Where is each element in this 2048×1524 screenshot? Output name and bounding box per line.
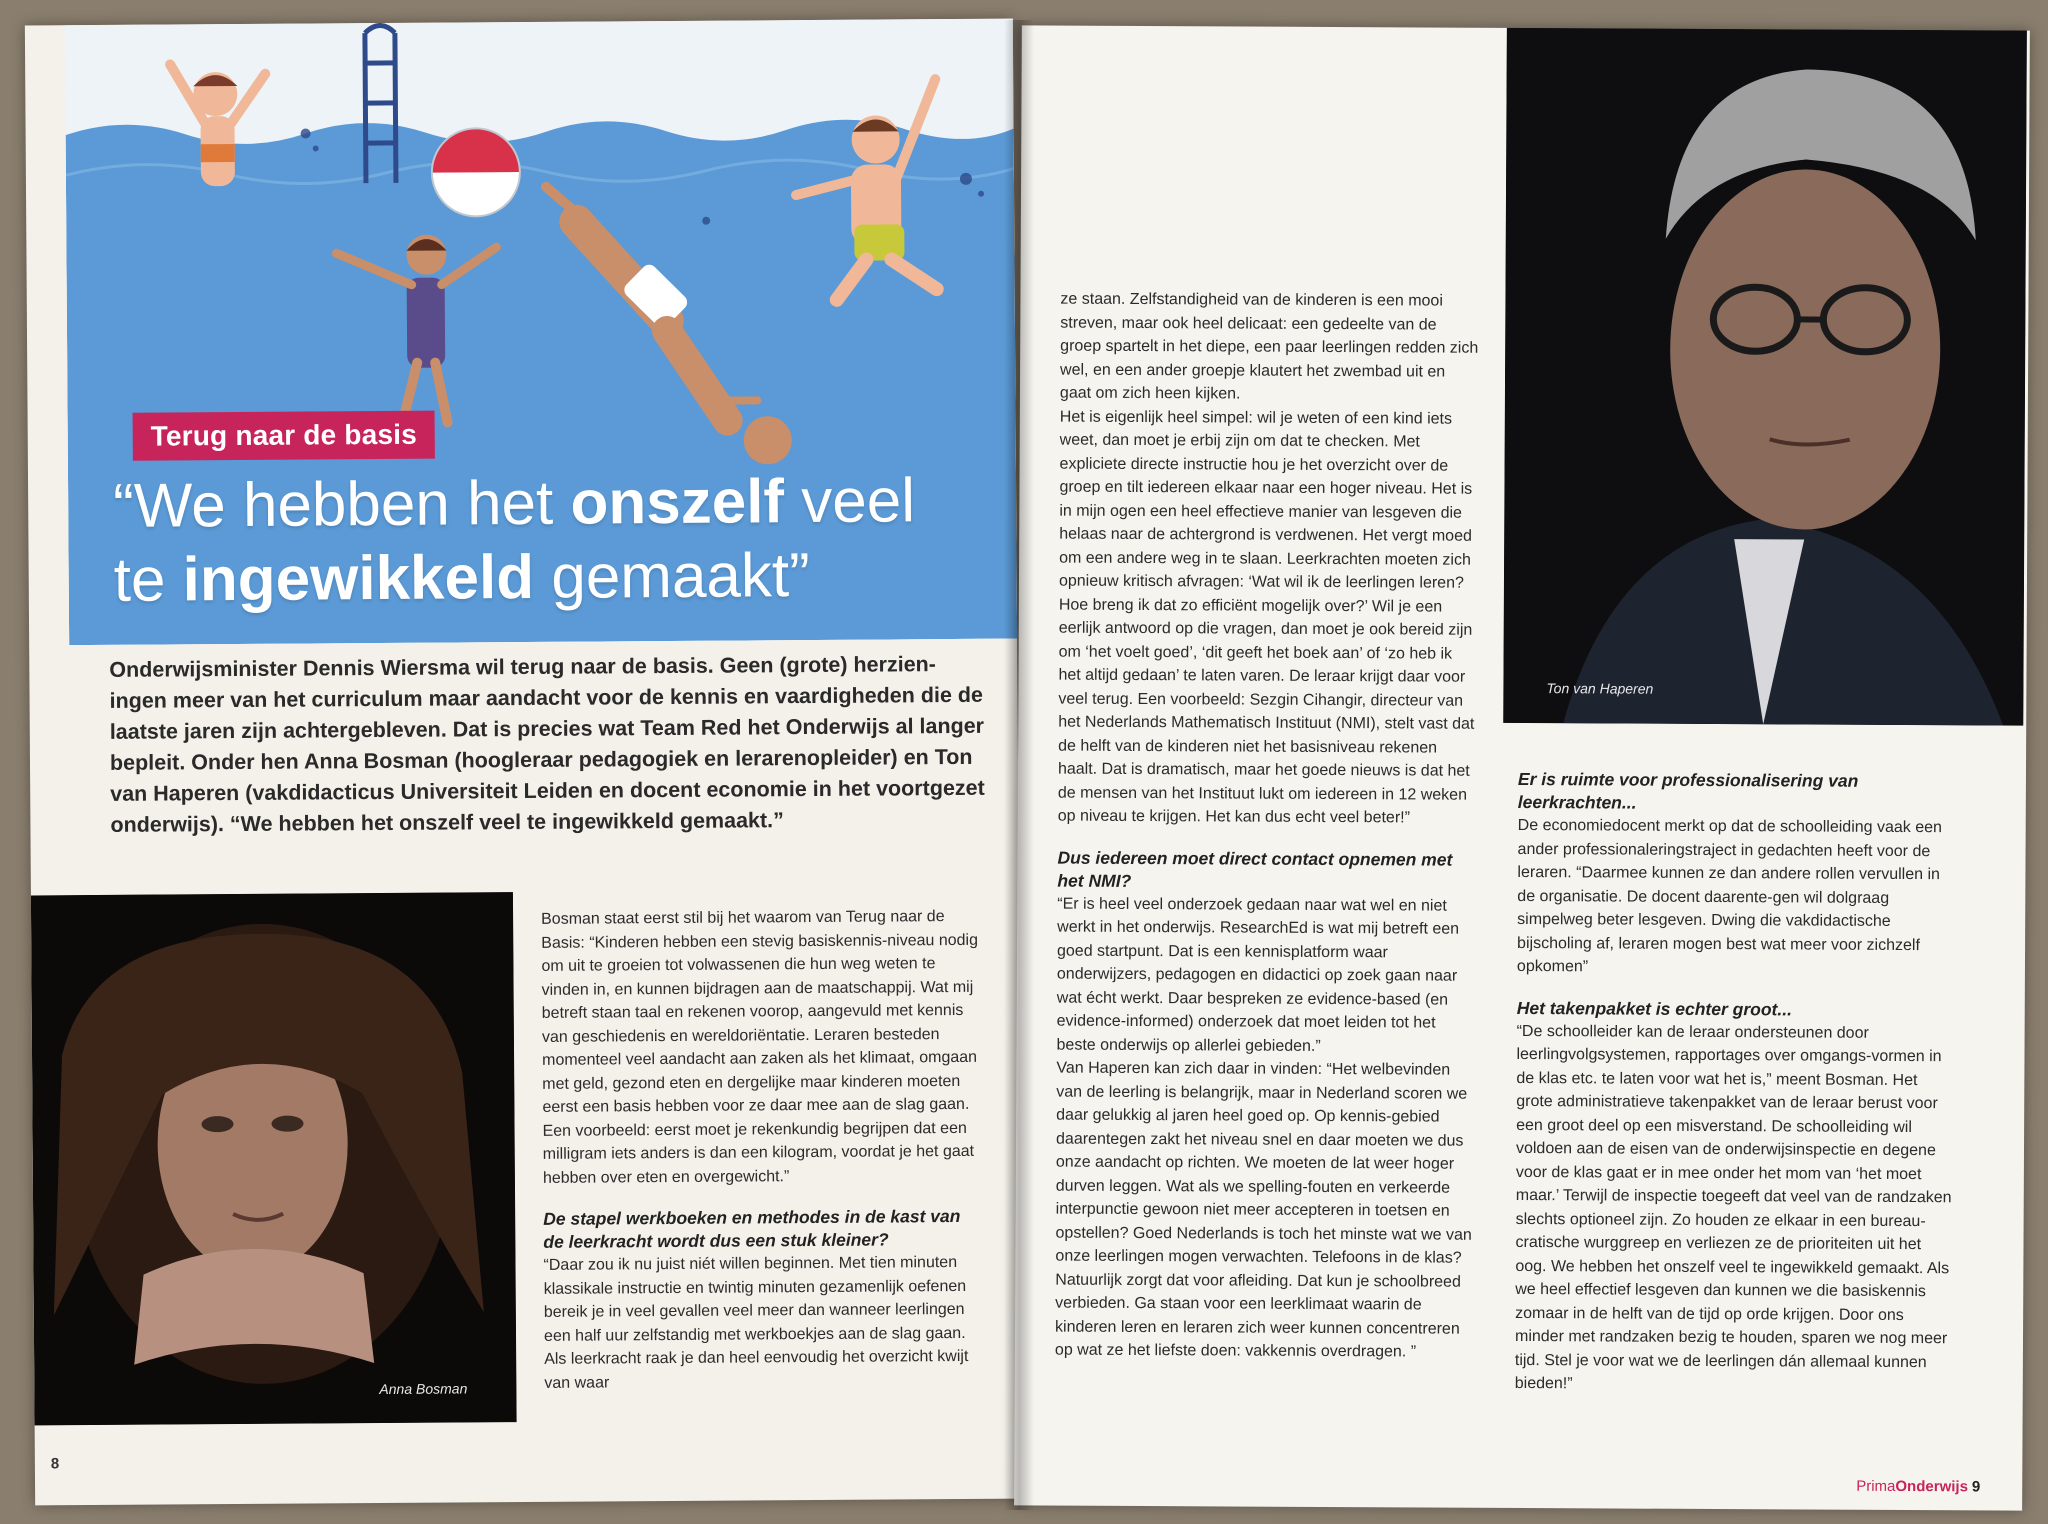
headline-bold1: onszelf [570, 467, 785, 538]
article-column-middle [1055, 288, 1481, 1365]
page-number: 8 [50, 1455, 60, 1473]
subheading: De stapel werkboeken en methodes in de kast van de leerkracht wordt dus een stuk kleiner? [543, 1205, 961, 1252]
paragraph: Het is eigenlijk heel simpel: wil je weten of een kind iets weet, dan moet je erbij zijn om dat te checken. Met expliciete directe instructie hou je het overzicht over de groep en tilt iedereen elkaar naar een hoger niveau. Het is in mijn ogen een heel effectieve manier van lesgeven die helaas naar de achtergrond is verdwenen. Het vergt moed om een andere weg in te slaan. Leerkrachten moeten zich opnieuw kritisch afvragen: ‘Wat wil ik de leerlingen leren? Hoe breng ik dat zo efficiënt mogelijk over?’ Wil je een eerlijk antwoord op die vragen, dan moet je ook bereid zijn om ‘het voelt goed’, ‘dit geeft het boek aan’ of ‘zo heb ik het altijd gedaan’ te laten varen. De leraar krijgt daar voor veel terug. Een voorbeeld: Sezgin Cihangir, directeur van het Nederlands Mathematisch Instituut (NMI), stelt vast dat de helft van de kinderen niet het basisniveau rekenen haalt. Dat is dramatisch, maar het goede nieuws is dat het de mensen van het Instituut lukt om iedereen in 12 weken op niveau te krijgen. Het kan dus echt veel beter!” [1057, 408, 1475, 827]
subheading: Er is ruimte voor professionalisering van leerkrachten... [1517, 768, 1859, 813]
beach-ball-icon [432, 128, 521, 217]
magazine-brand-onderwijs: Onderwijs [1895, 1477, 1968, 1496]
paragraph: “Daar zou ik nu juist niét willen beginnen. Met tien minuten klassikale instructie en twintig minuten gezamenlijk oefenen bereik je in veel gevallen veel meer dan wanneer leerlingen een half uur zelfstandig met werkboekjes aan de slag gaan. Als leerkracht raak je dan heel eenvoudig het overzicht kwijt van waar [543, 1253, 969, 1392]
right-page [1014, 25, 2030, 1510]
headline-part3: te [113, 545, 183, 615]
subheading: Dus iedereen moet direct contact opnemen met het NMI? [1057, 847, 1453, 891]
headline-part4: gemaakt” [533, 541, 811, 612]
magazine-brand-prima: Prima [1856, 1477, 1896, 1495]
paragraph: “De schoolleider kan de leraar ondersteunen door leerlingvolgsystemen, rapportages over omgangs-vormen in de klas etc. te laten voor wat het is,” meent Bosman. Het grote administratieve takenpakket van de leraar berust voor een groot deel op een misverstand. De schoolleiding wil voldoen aan de eisen van de onderwijsinspectie en degene voor de klas gaat er in mee onder het mom van ‘het moet maar.’ Terwijl de inspectie toegeeft dat veel van de randzaken slechts optioneel zijn. Zo houden ze elkaar in een bureau-cratische wurggreep en verliezen ze de prioriteiten uit het oog. We hebben het onszelf veel te ingewikkeld gemaakt. Als we heel effectief lesgeven dan kunnen we die basiskennis zomaar in de helft van de tijd op orde krijgen. Door ons minder met randzaken bezig te houden, sparen we nog meer tijd. Stel je voor wat we de leerlingen dán allemaal kunnen bieden!” [1514, 1022, 1952, 1393]
photo-caption-bosman: Anna Bosman [379, 1380, 468, 1398]
subheading: Het takenpakket is echter groot... [1516, 997, 1793, 1019]
photo-anna-bosman [31, 892, 517, 1425]
paragraph: ze staan. Zelfstandigheid van de kinderen is een mooi streven, maar ook heel delicaat: een gedeelte van de groep spartelt in het diepe, een paar leerlingen redden zich wel, en een ander groepje klautert het zwembad uit en gaat om zich heen kijken. [1059, 290, 1479, 403]
paragraph: “Er is heel veel onderzoek gedaan naar wat wel en niet werkt in het onderwijs. ResearchEd is wat mij betreft een goed startpunt. Dat is een kennisplatform waar onderwijzers, pedagogen en didactici op zoek gaan naar wat écht werkt. Daar bespreken ze evidence-based (en evidence-informed) onderzoek dat moet leiden tot het beste onderwijs op allerlei gebieden.” [1056, 895, 1460, 1055]
page-footer [1856, 1478, 1980, 1496]
article-lede: Onderwijsminister Dennis Wiersma wil terug naar de basis. Geen (grote) herzien-ingen meer van het curriculum maar aandacht voor de kennis en vaardigheden die de laatste jaren zijn achtergebleven. Dat is precies wat Team Red het Onderwijs al langer bepleit. Onder hen Anna Bosman (hoogleraar pedagogiek en lerarenopleider) en Ton van Haperen (vakdidacticus Universiteit Leiden en docent economie in het voortgezet onderwijs). “We hebben het onszelf veel te ingewikkeld gemaakt.” [109, 652, 985, 837]
paragraph: Van Haperen kan zich daar in vinden: “Het welbevinden van de leerling is belangrijk, maar in Nederland scoren we daar gelukkig al jaren heel goed op. Op kennis-gebied daarentegen zakt het niveau snel en daar moeten we dus onze aandacht op richten. We moeten de lat weer hoger durven leggen. Wat als we spelling-fouten en verkeerde interpunctie gewoon niet meer accepteren in toetsen en opstellen? Goed Nederlands is toch het minste wat we van onze leerlingen mogen verwachten. Telefoons in de klas? Natuurlijk zorgt dat voor afleiding. Dat kun je schoolbreed verbieden. Ga staan voor een leerklimaat waarin de kinderen leren en leraren zich weer kunnen concentreren op wat ze het liefste doen: vakkennis overdragen. ” [1054, 1059, 1472, 1361]
portrait-haperen-svg [1503, 25, 2027, 725]
paragraph: Bosman staat eerst stil bij het waarom van Terug naar de Basis: “Kinderen hebben een stevig basiskennis-niveau nodig om uit te groeien tot volwassenen die hun weg weten te vinden in, en kunnen bijdragen aan de maatschappij. Wat mij betreft staan taal en rekenen voorop, aangevuld met kennis van geschiedenis en wereldoriëntatie. Leraren besteden momenteel veel aandacht aan zaken als het klimaat, omgaan met geld, gezond eten en dergelijke maar kinderen moeten eerst een basis hebben voor ze daar mee aan de slag gaan. Een voorbeeld: eerst moet je rekenkundig begrijpen dat een milligram iets anders is dan een kilogram, voordat je het gaat hebben over eten en overgewicht.” [541, 908, 979, 1187]
photo-caption-haperen: Ton van Haperen [1546, 680, 1654, 697]
paragraph: De economiedocent merkt op dat de schoolleiding vaak een ander professionaleringstraject in gedachten heeft voor de leraren. “Daarmee kunnen ze dan andere rollen vervullen in de organisatie. De docent daarente-gen wil dolgraag simpelweg beter lesgeven. Dwing die vakdidactische bijscholing af, leraren mogen best wat meer voor zichzelf opkomen” [1516, 816, 1943, 976]
article-headline [113, 464, 1014, 618]
left-page [25, 19, 1023, 1506]
page-gutter [1004, 20, 1034, 1510]
headline-part2: veel [783, 466, 916, 537]
page-number: 9 [1971, 1478, 1981, 1496]
article-column-left [541, 905, 984, 1395]
headline-part1: “We hebben het [112, 468, 571, 541]
portrait-bosman-svg [31, 892, 517, 1425]
headline-bold2: ingewikkeld [182, 542, 535, 615]
article-column-right [1515, 768, 1958, 1398]
photo-ton-van-haperen [1503, 25, 2027, 725]
section-kicker: Terug naar de basis [133, 411, 436, 461]
